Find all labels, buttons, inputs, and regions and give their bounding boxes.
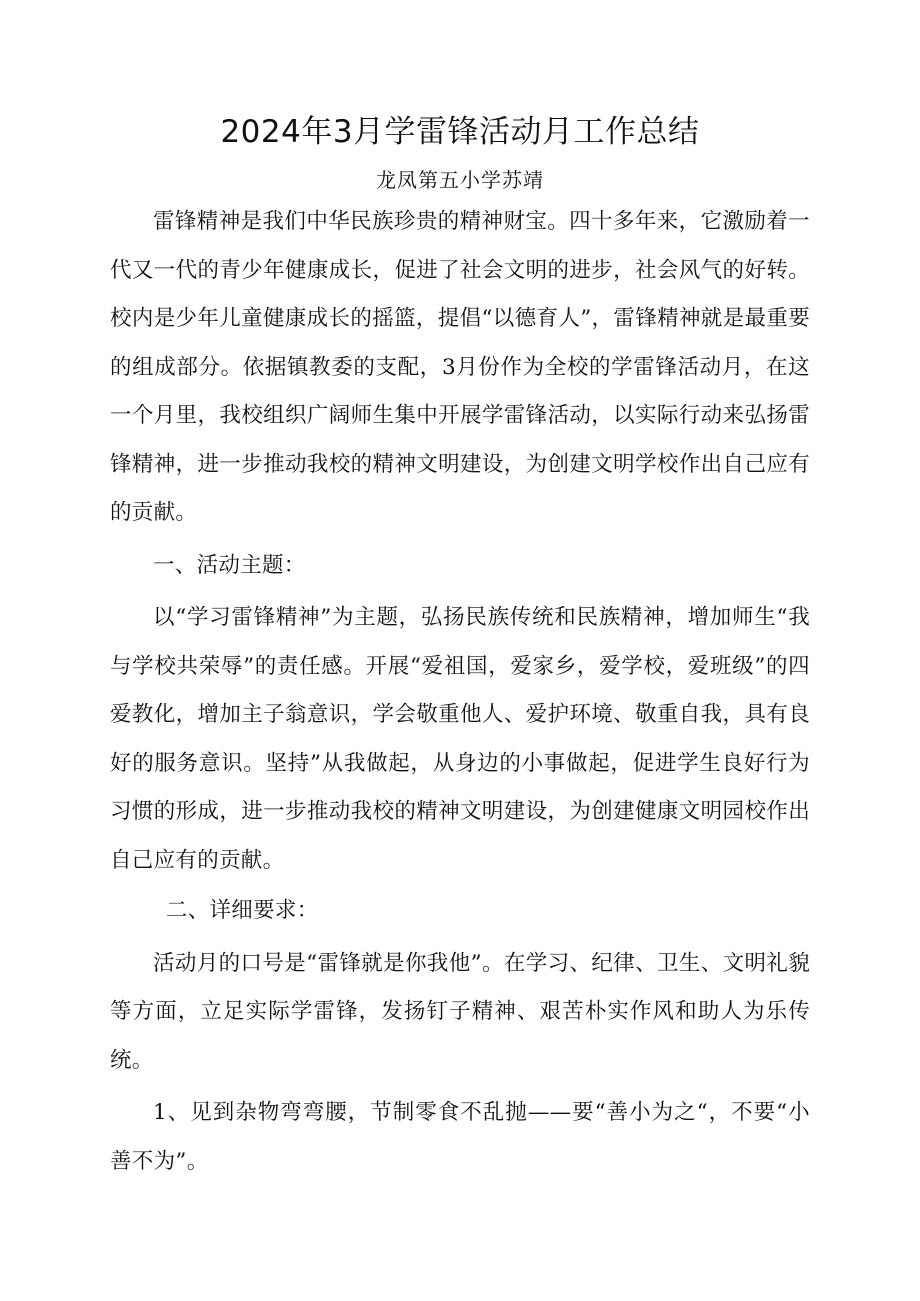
paragraph-item-1: 1、见到杂物弯弯腰，节制零食不乱抛——要“善小为之“，不要“小善不为”。 bbox=[110, 1100, 810, 1174]
paragraph-theme: 以“学习雷锋精神”为主题，弘扬民族传统和民族精神，增加师生“我与学校共荣辱”的责任感。开展“爱祖国，爱家乡，爱学校，爱班级”的四爱教化，增加主子翁意识，学会敬重他人、爱护环境、敬重自我，具有良好的服务意识。坚持”从我做起，从身边的小事做起，促进学生良好行为习惯的形成，进一步推动我校的精神文明建设，为创建健康文明园校作出自己应有的贡献。 bbox=[110, 605, 810, 873]
author-line: 龙凤第五小学苏靖 bbox=[376, 168, 544, 192]
document-title: 2024年3月学雷锋活动月工作总结 bbox=[220, 114, 700, 150]
body-text bbox=[110, 198, 810, 1186]
paragraph-intro: 雷锋精神是我们中华民族珍贵的精神财宝。四十多年来，它激励着一代又一代的青少年健康成长，促进了社会文明的进步，社会风气的好转。校内是少年儿童健康成长的摇篮，提倡“以德育人”，雷锋精神就是最重要的组成部分。依据镇教委的支配，3月份作为全校的学雷锋活动月，在这一个月里，我校组织广阔师生集中开展学雷锋活动，以实际行动来弘扬雷锋精神，进一步推动我校的精神文明建设，为创建文明学校作出自己应有的贡献。 bbox=[110, 209, 810, 525]
section-heading-requirements: 二、详细要求： bbox=[165, 898, 319, 923]
section-heading-theme: 一、活动主题： bbox=[153, 552, 306, 578]
paragraph-requirements: 活动月的口号是“雷锋就是你我他”。在学习、纪律、卫生、文明礼貌等方面，立足实际学雷锋，发扬钉子精神、艰苦朴实作风和助人为乐传统。 bbox=[110, 950, 810, 1073]
